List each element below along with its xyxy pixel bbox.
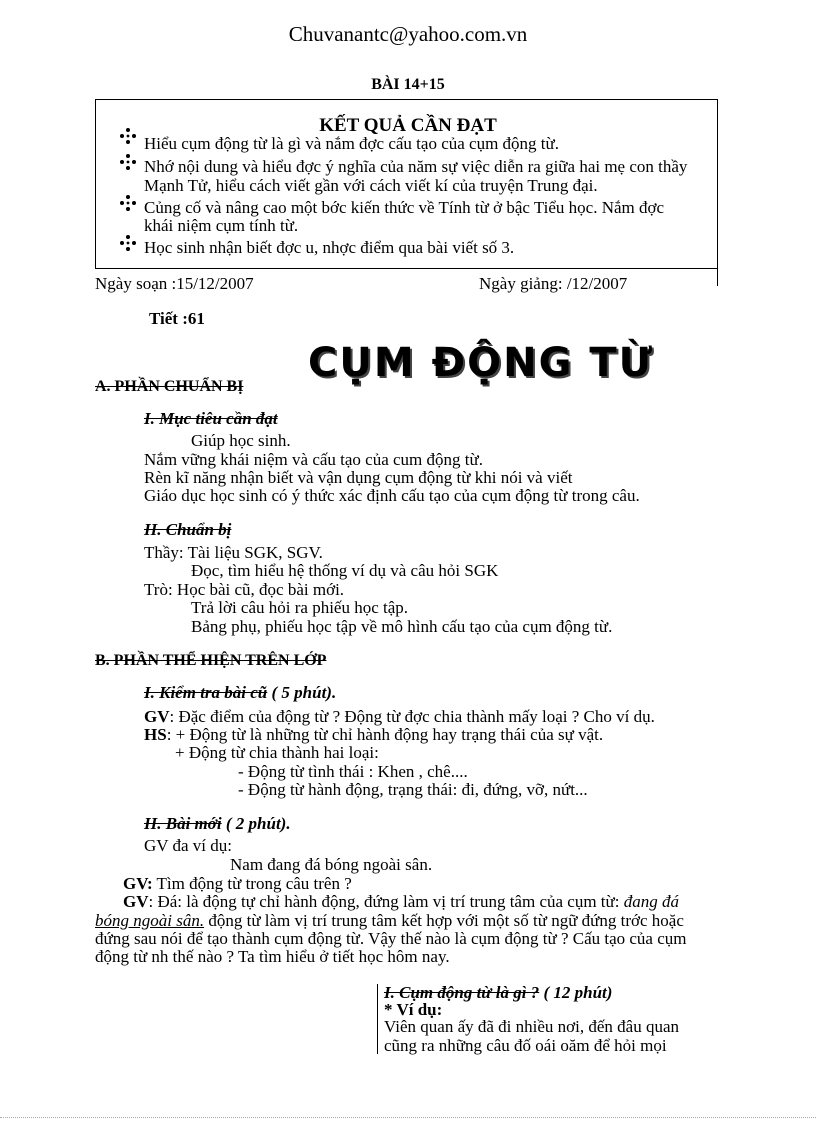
section-a-sub1-line: Giáo dục học sinh có ý thức xác định cấu tạo của cụm động từ trong câu. [144,486,640,505]
section-b-q-row [123,874,352,894]
section-a-sub2-line: Bảng phụ, phiếu học tập về mô hình cấu tạo của cụm động từ. [191,617,613,636]
example-line: Viên quan ấy đã đi nhiều nơi, đến đâu quan [384,1017,680,1036]
main-title: CỤM ĐỘNG TỪ [308,340,655,386]
answer-text: động từ làm vị trí trung tâm kết hợp với một số từ ngữ đứng trớc hoặc [204,911,684,930]
section-b-gv-row [144,707,655,727]
result-item-1: Hiểu cụm động từ là gì và nắm đợc cấu tạo của cụm động từ. [144,134,559,153]
section-a-sub1-line: Nắm vững khái niệm và cấu tạo của cum động từ. [144,450,483,469]
section-a-sub2-line: Đọc, tìm hiểu hệ thống ví dụ và câu hỏi SGK [191,561,499,580]
answer-text: động từ nh thế nào ? Ta tìm hiểu ở tiết học hôm nay. [95,947,450,966]
hs-answer-line: - Động từ tình thái : Khen , chê.... [238,762,468,781]
result-item-3-line-2: khái niệm cụm tính từ. [144,216,299,235]
hs-answer-line: + Động từ chia thành hai loại: [175,743,379,762]
section-b-sub3-heading: I. Cụm động từ là gì ? [384,983,540,1002]
result-item-3-line-1: Củng cố và nâng cao một bớc kiến thức về Tính từ ở bậc Tiểu học. Nắm đợc [144,198,665,217]
result-item-2-line-1: Nhớ nội dung và hiểu đợc ý nghĩa của năm sự việc diễn ra giữa hai mẹ con thầy [144,157,688,176]
section-b-answer-line-2 [95,911,758,931]
section-a-sub1-line: Rèn kĩ năng nhận biết và vận dụng cụm động từ khi nói và viết [144,468,573,487]
section-a-sub2-line: Trò: Học bài cũ, đọc bài mới. [144,580,345,599]
page-bottom-border [0,1117,816,1118]
section-a-sub1-line: Giúp học sinh. [191,431,291,450]
section-a-sub2-heading: II. Chuẩn bị [144,520,232,539]
gv-question: : Đặc điểm của động từ ? Động từ đợc chia thành mấy loại ? Cho ví dụ. [169,707,655,726]
section-b-example: Nam đang đá bóng ngoài sân. [230,855,433,874]
section-b-answer-line-1 [123,892,758,912]
section-b-sub1-heading-row [144,683,336,703]
section-b-sub1-heading: I. Kiểm tra bài cũ [144,683,268,702]
hs-answer-line: - Động từ hành động, trạng thái: đi, đứng, vỡ, nứt... [238,780,588,799]
answer-example: đang đá [623,892,679,911]
period-label: Tiết :61 [149,309,205,328]
section-b-sub2-heading: II. Bài mới [144,814,222,833]
hs-answer-line: : + Động từ là những từ chỉ hành động hay trạng thái của sự vật. [166,725,604,744]
section-b-heading: B. PHẦN THỂ HIỆN TRÊN LỚP [95,652,327,669]
section-a-sub2-line: Thầy: Tài liệu SGK, SGV. [144,543,323,562]
date-taught: Ngày giảng: /12/2007 [479,274,628,293]
column-divider [377,984,378,1054]
section-a-heading: A. PHẦN CHUẨN BỊ [95,378,244,395]
date-prepared: Ngày soạn :15/12/2007 [95,274,254,293]
answer-text: đứng sau nói để tạo thành cụm động từ. Vậy thế nào là cụm động từ ? Cấu tạo của cụm [95,929,687,948]
example-label: * Ví dụ: [384,1000,443,1019]
section-b-sub2-heading-row [144,814,291,834]
gv-label: GV [123,892,149,911]
gv-question: Tìm động từ trong câu trên ? [152,874,352,893]
gv-label: GV: [123,874,153,893]
example-line: cũng ra những câu đố oái oăm để hỏi mọi [384,1036,667,1055]
bullet-diamond-icon [120,154,136,175]
gv-label: GV [144,707,170,726]
section-b-sub1-time: ( 5 phút). [267,683,337,702]
section-b-sub2-time: ( 2 phút). [221,814,291,833]
lesson-title: BÀI 14+15 [371,76,445,93]
section-b-intro: GV đa ví dụ: [144,836,232,855]
bullet-diamond-icon [120,128,136,149]
result-item-2-line-2: Mạnh Tử, hiểu cách viết gần với cách viết kí của truyện Trung đại. [144,176,598,195]
section-b-sub3-time: ( 12 phút) [539,983,613,1002]
header-email: Chuvanantc@yahoo.com.vn [288,22,528,46]
section-b-hs-row [144,725,603,745]
results-box-title: KẾT QUẢ CẦN ĐẠT [319,115,497,136]
answer-example: bóng ngoài sân. [95,911,205,930]
section-a-sub1-heading: I. Mục tiêu cần đạt [144,409,278,428]
hs-label: HS [144,725,167,744]
bullet-diamond-icon [120,195,136,216]
bullet-diamond-icon [120,235,136,256]
section-a-sub2-line: Trả lời câu hỏi ra phiếu học tập. [191,598,409,617]
result-item-4: Học sinh nhận biết đợc u, nhợc điểm qua bài viết số 3. [144,238,515,257]
answer-text: : Đá: là động tự chỉ hành động, đứng làm vị trí trung tâm của cụm từ: [148,892,624,911]
